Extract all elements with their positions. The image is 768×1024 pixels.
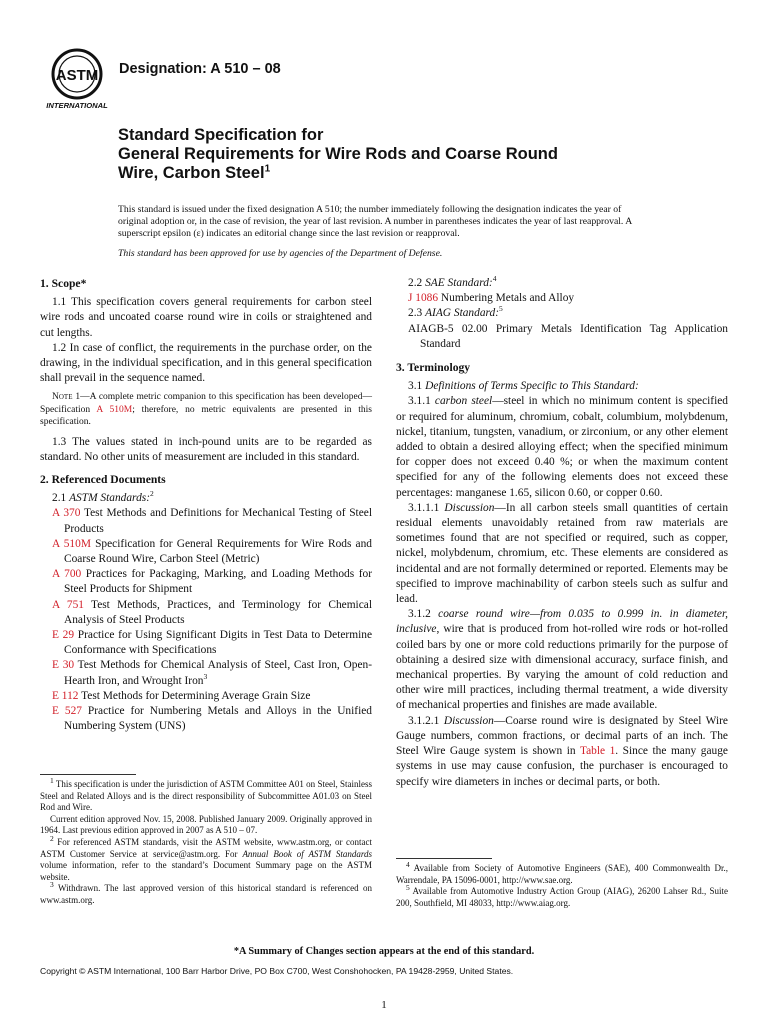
footnote-marker-5: 5	[499, 304, 503, 314]
footnote-4-num: 4	[406, 860, 410, 869]
num-3-1-2: 3.1.2	[408, 608, 439, 621]
definition-body: —steel in which no minimum content is specified or required for aluminum, chromium, cobalt, columbium, molybdenum, nickel, titanium, tungsten, vanadium, or zirconium, or any other element added to obtain a desired alloying effect; when the specified minimum for copper does not exceed 0.40 %; or when the maximum content specified for any of the following elements does not exceed these percentages: manganese 1.65, silicon 0.60, or copper 0.60.	[396, 395, 728, 499]
reference-title: Test Methods, Practices, and Terminology for Chemical Analysis of Steel Products	[64, 598, 373, 626]
reference-title: Practice for Numbering Metals and Alloys in the Unified Numbering System (UNS)	[64, 705, 372, 733]
aiag-standard-label	[396, 306, 728, 321]
logo-subtext: INTERNATIONAL	[46, 101, 108, 110]
definitions-title: Definitions of Terms Specific to This Standard:	[425, 380, 639, 393]
discussion-body: —In all carbon steels small quantities of certain residual elements unavoidably retained from raw materials are sometimes found that are not specified or required, such as copper, nickel, molybdenum, chromium, etc. These elements are considered as incidental and are not formally determined or reported. Elements may be specified to improve machinability of carbon steels such as sulfur and lead.	[396, 501, 729, 606]
reference-title: Practices for Packaging, Marking, and Loading Methods for Steel Products for Shipment	[64, 568, 373, 596]
link-table-1[interactable]: Table 1	[579, 745, 616, 758]
reference-code-link[interactable]: A 751	[52, 598, 84, 611]
reference-code-link[interactable]: E 112	[52, 689, 79, 702]
paragraph-1-2: 1.2 In case of conflict, the requirements in the purchase order, on the drawing, in the individual specification, and in this general specification shall prevail in the sequence named.	[40, 341, 372, 385]
section-heading-scope: 1. Scope*	[40, 277, 87, 290]
footnote-5	[396, 883, 728, 909]
footnote-rule	[40, 774, 136, 775]
discussion-body-post: . Since the many gauge systems in use may cause confusion, the purchaser is encouraged to specify wire diameters in inches or decimal parts, or both.	[396, 745, 728, 788]
footnote-5-num: 5	[406, 883, 410, 893]
note-1	[40, 391, 372, 428]
reference-code-link[interactable]: E 29	[52, 629, 75, 642]
reference-item	[40, 658, 372, 688]
title-line-3-text: Wire, Carbon Steel	[118, 164, 265, 182]
section-heading-referenced-documents: 2. Referenced Documents	[40, 473, 166, 487]
sae-title: SAE Standard:	[425, 277, 493, 289]
astm-standards-label	[40, 491, 372, 506]
num-3-1-2-1: 3.1.2.1	[408, 714, 444, 727]
reference-title: Test Methods and Definitions for Mechanical Testing of Steel Products	[64, 507, 372, 535]
aiag-title: AIAG Standard:	[425, 307, 500, 320]
footnote-3	[40, 880, 372, 906]
footnote-marker-3: 3	[203, 671, 208, 681]
reference-item	[40, 628, 372, 658]
reference-title: Numbering Metals and Alloy	[438, 292, 575, 305]
aiag-reference-item: AIAGB-5 02.00 Primary Metals Identification Tag Application Standard	[408, 322, 728, 350]
reference-item	[40, 598, 372, 628]
logo-text: ASTM	[55, 67, 99, 84]
astm-logo-icon	[44, 44, 112, 112]
discussion-body-pre: —Coarse round wire is designated by Steel Wire Gauge numbers, common fractions, or decimal parts of an inch. The Steel Wire Gauge system is shown in	[396, 714, 728, 758]
astm-standards-num: 2.1	[52, 492, 70, 505]
reference-code-link[interactable]: A 700	[52, 568, 82, 581]
link-a510m[interactable]: A 510M	[96, 404, 133, 415]
discussion-3-1-2-1	[396, 714, 728, 790]
num-3-1-1-1: 3.1.1.1	[408, 501, 445, 514]
section-heading-terminology: 3. Terminology	[396, 361, 471, 375]
left-column	[40, 276, 372, 735]
footnotes-right	[396, 858, 728, 909]
footnotes-left	[40, 774, 372, 907]
reference-code-link[interactable]: J 1086	[408, 292, 439, 305]
aiag-num: 2.3	[408, 307, 426, 320]
sae-num: 2.2	[408, 277, 426, 289]
title-line-2: General Requirements for Wire Rods and Coarse Round	[118, 145, 558, 163]
footnote-2-text-post: volume information, refer to the standard’s Document Summary page on the ASTM website.	[40, 860, 372, 882]
footnote-4-text: Available from Society of Automotive Engineers (SAE), 400 Commonwealth Dr., Warrendale, PA 15096-0001, http://www.sae.org.	[396, 863, 728, 885]
sae-standard-label	[396, 276, 728, 291]
footnote-marker-2: 2	[150, 489, 154, 499]
reference-code-link[interactable]: E 30	[52, 659, 75, 672]
document-title	[118, 126, 718, 183]
footnote-2	[40, 833, 372, 883]
reference-title: Practice for Using Significant Digits in Test Data to Determine Conformance with Specifications	[64, 629, 373, 657]
definition-carbon-steel	[396, 394, 728, 500]
footnote-1	[40, 776, 372, 814]
paragraph-1-3: 1.3 The values stated in inch-pound units are to be regarded as standard. No other units of measurement are included in this standard.	[40, 435, 372, 463]
designation: Designation: A 510 – 08	[119, 61, 281, 77]
reference-code-link[interactable]: A 370	[52, 507, 81, 520]
definition-body: , wire that is produced from hot-rolled wire rods or hot-rolled coiled bars by one or more cold reductions primarily for the purpose of obtaining a desired size with dimensional accuracy, surface finish, and mechanical properties. By varying the amount of cold reduction and other wire mill practices, including thermal treatment, a wide diversity of mechanical properties and finishes are made available.	[396, 623, 728, 712]
reference-title: Test Methods for Chemical Analysis of Steel, Cast Iron, Open-Hearth Iron, and Wrought Iron	[64, 659, 372, 687]
dod-approval: This standard has been approved for use by agencies of the Department of Defense.	[118, 248, 443, 259]
preamble: This standard is issued under the fixed designation A 510; the number immediately following the designation indicates the year of original adoption or, in the case of revision, the year of last revision. A number in parentheses indicates the year of last reapproval. A superscript epsilon (ε) indicates an editorial change since the last revision or reapproval.	[118, 204, 632, 240]
sae-reference-item	[396, 291, 728, 306]
note-text-pre: 1—A complete metric companion to this specification has been developed—Specification	[40, 392, 372, 415]
note-text-post: ; therefore, no metric equivalents are presented in this specification.	[40, 404, 372, 428]
definition-coarse-round-wire	[396, 607, 728, 713]
paragraph-3-1	[396, 379, 728, 394]
discussion-3-1-1-1	[396, 501, 728, 607]
footnote-marker-4: 4	[492, 274, 497, 284]
footnote-4	[396, 860, 728, 886]
reference-title: Test Methods for Determining Average Grain Size	[78, 689, 311, 702]
summary-of-changes-note: *A Summary of Changes section appears at the end of this standard.	[233, 946, 535, 957]
reference-item	[40, 506, 372, 536]
footnote-3-num: 3	[50, 880, 54, 890]
num-3-1: 3.1	[408, 380, 426, 393]
footnote-3-text: Withdrawn. The last approved version of this historical standard is referenced on www.astm.org.	[40, 883, 372, 905]
footnote-2-num: 2	[50, 833, 54, 843]
footnote-2-text-pre: For referenced ASTM standards, visit the ASTM website, www.astm.org, or contact ASTM Customer Service at service@astm.org. For	[40, 836, 372, 859]
reference-item	[40, 689, 372, 704]
num-3-1-1: 3.1.1	[408, 395, 435, 408]
referenced-documents-list	[40, 506, 372, 734]
footnote-2-italic: Annual Book of ASTM Standards	[242, 848, 372, 859]
copyright-line: Copyright © ASTM International, 100 Barr Harbor Drive, PO Box C700, West Conshohocken, PA 19428-2959, United States.	[40, 966, 514, 976]
page-number: 1	[381, 999, 387, 1011]
reference-item	[40, 567, 372, 597]
footnote-rule	[396, 858, 492, 859]
discussion-label: Discussion	[444, 501, 495, 514]
right-column	[396, 276, 728, 790]
footnote-1-num: 1	[50, 776, 54, 785]
discussion-label: Discussion	[443, 714, 494, 727]
title-line-3	[118, 164, 718, 183]
title-line-1: Standard Specification for	[118, 126, 324, 144]
term-coarse-round-wire: coarse round wire—from 0.035 to 0.999 in. in diameter, inclusive	[396, 608, 728, 636]
reference-title: Specification for General Requirements for Wire Rods and Coarse Round Wire, Carbon Steel (Metric)	[64, 537, 372, 566]
footnote-5-text: Available from Automotive Industry Action Group (AIAG), 26200 Lahser Rd., Suite 200, Southfield, MI 48033, http://www.aiag.org.	[396, 886, 728, 908]
footnote-1-text: This specification is under the jurisdiction of ASTM Committee A01 on Steel, Stainless Steel and Related Alloys and is the direct responsibility of Subcommittee A01.03 on Steel Rod and Wire.	[40, 779, 372, 813]
reference-code-link[interactable]: A 510M	[52, 537, 91, 550]
astm-logo	[44, 44, 112, 112]
footnote-1-edition: Current edition approved Nov. 15, 2008. Published January 2009. Originally approved in 1964. Last previous edition approved in 2007 as A 510 – 07.	[40, 813, 372, 836]
reference-code-link[interactable]: E 527	[52, 705, 82, 718]
title-footnote-marker: 1	[264, 163, 271, 175]
reference-item	[40, 704, 372, 734]
reference-item	[40, 537, 372, 567]
astm-standards-title: ASTM Standards:	[69, 492, 150, 505]
term-carbon-steel: carbon steel	[434, 395, 493, 408]
paragraph-1-1: 1.1 This specification covers general requirements for carbon steel wire rods and uncoated coarse round wire in coils or straightened and cut lengths.	[40, 296, 372, 339]
note-label: Note	[52, 392, 73, 403]
